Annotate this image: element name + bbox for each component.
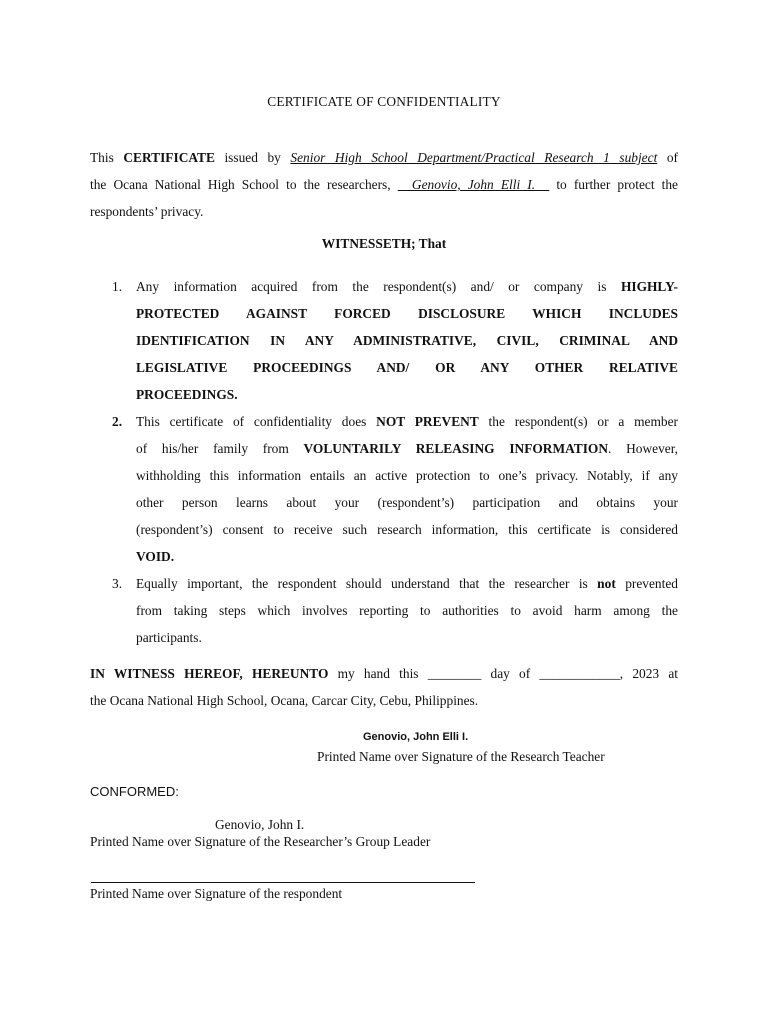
item-line: from taking steps which involves reporting to authorities to avoid harm among the bbox=[136, 603, 678, 618]
item-bold-text: HIGHLY- bbox=[620, 279, 678, 294]
item-bold-text: not bbox=[597, 576, 616, 591]
item-text: Equally important, the respondent should understand that the researcher is bbox=[136, 576, 598, 591]
item-line bbox=[136, 273, 678, 300]
item-number: 1. bbox=[112, 279, 123, 294]
item-line bbox=[136, 570, 678, 597]
item-line: IDENTIFICATION IN ANY ADMINISTRATIVE, CIVIL, CRIMINAL AND bbox=[136, 333, 678, 348]
list-item bbox=[110, 570, 678, 651]
item-line: PROCEEDINGS. bbox=[136, 387, 238, 402]
certificate-word: CERTIFICATE bbox=[123, 150, 215, 165]
item-line: PROTECTED AGAINST FORCED DISCLOSURE WHICH INCLUDES bbox=[136, 306, 678, 321]
researchers-name: Genovio, John Elli I. bbox=[397, 177, 550, 192]
hereof-line-2: the Ocana National High School, Ocana, Carcar City, Cebu, Philippines. bbox=[90, 693, 479, 708]
intro-line-2 bbox=[90, 171, 678, 198]
list-item bbox=[110, 273, 678, 408]
terms-list bbox=[110, 273, 678, 651]
respondent-signature-line bbox=[91, 882, 475, 883]
item-line: withholding this information entails an active protection to one’s privacy. Notably, if any bbox=[136, 468, 678, 483]
item-line bbox=[136, 408, 678, 435]
group-leader-signature-caption: Printed Name over Signature of the Researcher’s Group Leader bbox=[90, 834, 431, 849]
item-bold-text: VOLUNTARILY RELEASING INFORMATION bbox=[303, 441, 609, 456]
item-line: (respondent’s) consent to receive such research information, this certificate is considered bbox=[136, 522, 678, 537]
intro-text: This bbox=[90, 150, 124, 165]
item-text: . However, bbox=[608, 441, 679, 456]
hereof-text: my hand this ________ day of ____________, 2023 at bbox=[328, 666, 678, 681]
item-line: participants. bbox=[136, 630, 202, 645]
item-number: 3. bbox=[112, 576, 123, 591]
list-item bbox=[110, 408, 678, 570]
witness-hereof-paragraph bbox=[90, 660, 678, 714]
intro-text: the Ocana National High School to the researchers, bbox=[90, 177, 398, 192]
teacher-name: Genovio, John Elli I. bbox=[363, 731, 469, 743]
witnesseth-heading: WITNESSETH; That bbox=[321, 236, 447, 251]
intro-text: issued by bbox=[214, 150, 291, 165]
group-leader-name: Genovio, John I. bbox=[215, 817, 305, 832]
conformed-label: CONFORMED: bbox=[90, 784, 179, 799]
item-text: the respondent(s) or a member bbox=[478, 414, 679, 429]
intro-text: of bbox=[657, 150, 678, 165]
hereof-line-1 bbox=[90, 660, 678, 687]
item-number: 2. bbox=[112, 414, 123, 429]
item-text: This certificate of confidentiality does bbox=[136, 414, 377, 429]
document-title: CERTIFICATE OF CONFIDENTIALITY bbox=[267, 94, 501, 109]
hereof-bold: IN WITNESS HEREOF, HEREUNTO bbox=[90, 666, 329, 681]
item-text: Any information acquired from the respondent(s) and/ or company is bbox=[136, 279, 621, 294]
issuer-name: Senior High School Department/Practical Research 1 subject bbox=[290, 150, 658, 165]
item-text: prevented bbox=[615, 576, 678, 591]
item-bold-text: NOT PREVENT bbox=[376, 414, 479, 429]
intro-line-3: respondents’ privacy. bbox=[90, 204, 204, 219]
teacher-signature-caption: Printed Name over Signature of the Research Teacher bbox=[317, 749, 605, 764]
item-line: LEGISLATIVE PROCEEDINGS AND/ OR ANY OTHER RELATIVE bbox=[136, 360, 678, 375]
intro-line-1 bbox=[90, 144, 678, 171]
item-line: other person learns about your (respondent’s) participation and obtains your bbox=[136, 495, 678, 510]
item-text: of his/her family from bbox=[136, 441, 304, 456]
respondent-signature-caption: Printed Name over Signature of the respondent bbox=[90, 886, 343, 901]
intro-paragraph bbox=[90, 144, 678, 225]
item-line: VOID. bbox=[136, 549, 175, 564]
item-line bbox=[136, 435, 678, 462]
intro-text: to further protect the bbox=[549, 177, 678, 192]
